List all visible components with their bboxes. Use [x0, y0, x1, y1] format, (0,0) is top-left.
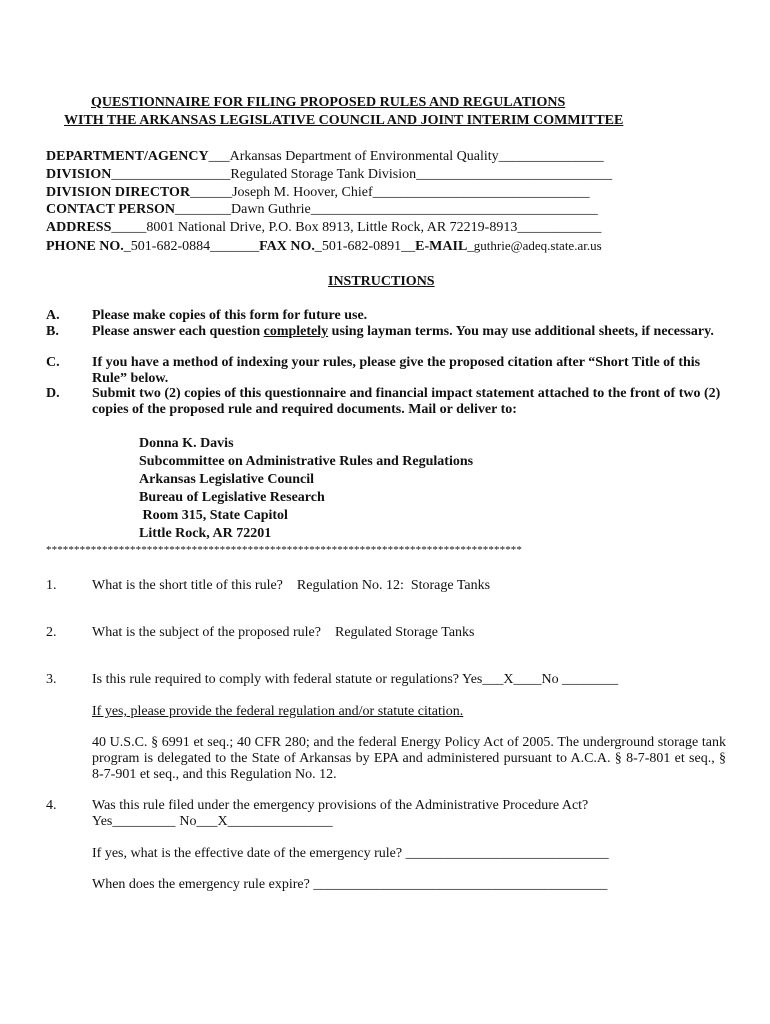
question-3-answer: 40 U.S.C. § 6991 et seq.; 40 CFR 280; and the federal Energy Policy Act of 2005. The underground storage tank program is delegated to the State of Arkansas by EPA and administered pursuant to A.C.A. § 8-7-801 et seq., § 8-7-901 et seq., and this Regulation No. 12. [92, 735, 726, 782]
instruction-b-after: using layman terms. You may use additional sheets, if necessary. [328, 324, 714, 339]
fax-label: FAX NO. [259, 239, 315, 254]
department-value: ___Arkansas Department of Environmental Quality_______________ [208, 149, 604, 164]
address-label: ADDRESS [46, 220, 112, 235]
instruction-text-c: If you have a method of indexing your rules, please give the proposed citation after “Short Title of this Rule” below. [92, 355, 701, 386]
instruction-b-underlined: completely [263, 324, 329, 339]
director-label: DIVISION DIRECTOR [46, 185, 191, 200]
contact-value: ________Dawn Guthrie_________________________________________ [175, 202, 598, 217]
mail-to-council: Arkansas Legislative Council [139, 472, 315, 487]
contact-label: CONTACT PERSON [46, 202, 176, 217]
question-4-no-label: No [179, 814, 197, 829]
address-value: _____8001 National Drive, P.O. Box 8913, Little Rock, AR 72219-8913____________ [111, 220, 602, 235]
mail-to-name: Donna K. Davis [139, 436, 234, 451]
address-row [46, 220, 601, 236]
question-3-row [92, 672, 618, 688]
question-1-number: 1. [46, 578, 57, 593]
question-4-expire-question: When does the emergency rule expire? [92, 877, 314, 892]
mail-to-city: Little Rock, AR 72201 [139, 526, 272, 541]
question-4-yes-label: Yes [92, 814, 113, 829]
mail-to-subcommittee: Subcommittee on Administrative Rules and Regulations [139, 454, 474, 469]
title-line-2: WITH THE ARKANSAS LEGISLATIVE COUNCIL AND JOINT INTERIM COMMITTEE [64, 113, 624, 128]
question-3-number: 3. [46, 672, 57, 687]
director-value: ______Joseph M. Hoover, Chief_______________________________ [190, 185, 590, 200]
email-value: _guthrie@adeq.state.ar.us [467, 238, 602, 253]
instruction-text-b [92, 324, 726, 340]
question-4-expire-row [92, 877, 607, 893]
question-3-no-value: ________ [558, 672, 619, 687]
question-4-answer-row [92, 814, 333, 830]
division-value: _________________Regulated Storage Tank Division____________________________ [111, 167, 613, 182]
department-row [46, 149, 604, 165]
question-4-text: Was this rule filed under the emergency provisions of the Administrative Procedure Act? [92, 798, 589, 813]
title-line-1: QUESTIONNAIRE FOR FILING PROPOSED RULES AND REGULATIONS [91, 95, 566, 110]
phone-value: _501-682-0884_______ [123, 239, 260, 254]
asterisk-separator: ************************************************************************************* [46, 544, 522, 556]
mail-to-bureau: Bureau of Legislative Research [139, 490, 325, 505]
question-2-text: What is the subject of the proposed rule? Regulated Storage Tanks [92, 625, 475, 640]
division-label: DIVISION [46, 167, 112, 182]
email-label: E-MAIL [415, 239, 468, 254]
fax-value: _501-682-0891__ [314, 239, 416, 254]
instruction-text-a: Please make copies of this form for future use. [92, 308, 368, 323]
phone-label: PHONE NO. [46, 239, 124, 254]
question-4-number: 4. [46, 798, 57, 813]
question-1-text: What is the short title of this rule? Regulation No. 12: Storage Tanks [92, 578, 491, 593]
phone-row [46, 238, 602, 255]
question-4-effective-date-line: _____________________________ [405, 846, 609, 861]
division-row [46, 167, 612, 183]
instructions-heading: INSTRUCTIONS [328, 274, 435, 289]
mail-to-room: Room 315, State Capitol [139, 508, 288, 523]
contact-row [46, 202, 598, 218]
director-row [46, 185, 590, 201]
instruction-letter-d: D. [46, 386, 60, 401]
instruction-letter-b: B. [46, 324, 59, 339]
instruction-letter-a: A. [46, 308, 60, 323]
question-4-effective-date-question: If yes, what is the effective date of the emergency rule? [92, 846, 406, 861]
question-4-yes-value: _________ [112, 814, 176, 829]
question-3-followup: If yes, please provide the federal regulation and/or statute citation. [92, 704, 464, 719]
question-4-effective-date-row [92, 846, 609, 862]
instruction-text-d: Submit two (2) copies of this questionnaire and financial impact statement attached to the front of two (2) copies of the proposed rule and required documents. Mail or deliver to: [92, 386, 721, 417]
question-3-yes-value: ___X____ [482, 672, 542, 687]
department-label: DEPARTMENT/AGENCY [46, 149, 209, 164]
question-2-number: 2. [46, 625, 57, 640]
question-3-no-label: No [541, 672, 559, 687]
instruction-letter-c: C. [46, 355, 60, 370]
instruction-b-before: Please answer each question [92, 324, 264, 339]
question-4-expire-line: __________________________________________ [313, 877, 608, 892]
question-3-text: Is this rule required to comply with federal statute or regulations? Yes [92, 672, 483, 687]
question-4-no-value: ___X_______________ [196, 814, 333, 829]
